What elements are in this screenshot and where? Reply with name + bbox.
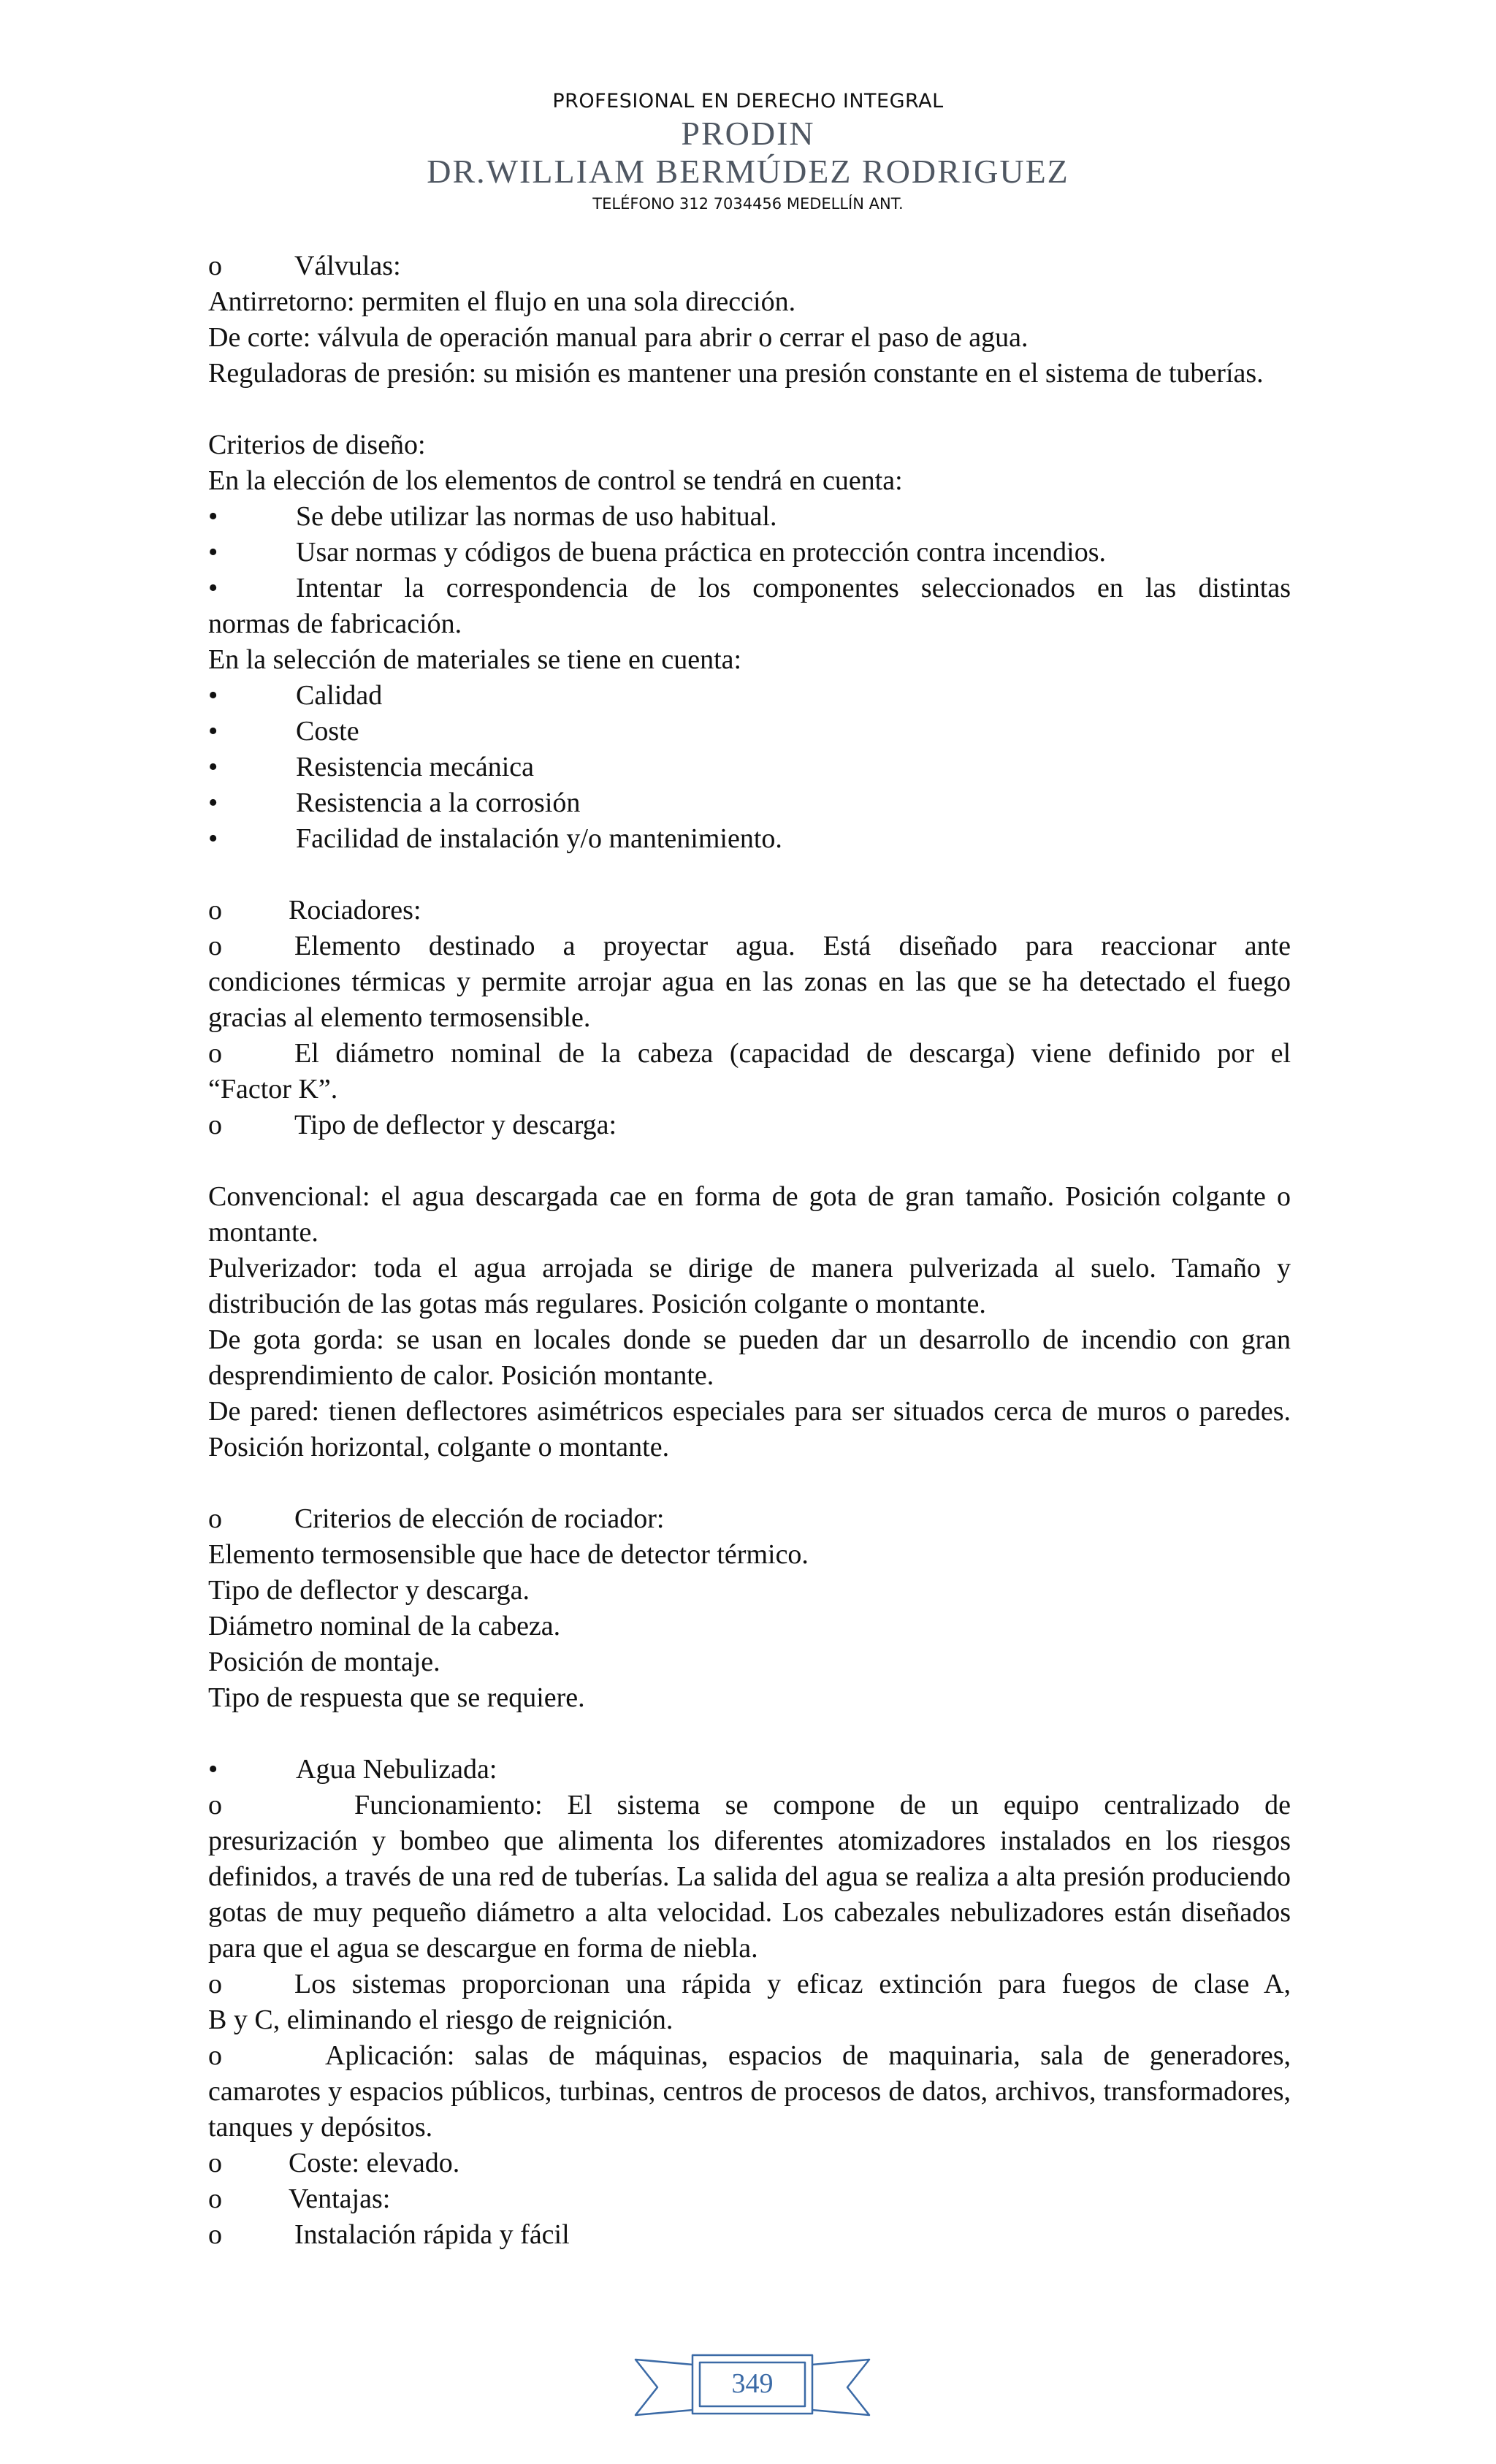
bullet-o: o — [208, 2040, 222, 2071]
bullet-o: o — [208, 2219, 222, 2250]
header-brand: PRODIN — [681, 115, 815, 152]
list-item: o El diámetro nominal de la cabeza (capacidad de descarga) viene definido por el — [208, 1036, 1291, 1072]
header-phone: TELÉFONO 312 7034456 MEDELLÍN ANT. — [592, 195, 904, 213]
bullet-dot: • — [208, 752, 218, 782]
list-item: o Coste: elevado. — [208, 2145, 1291, 2181]
paragraph: “Factor K”. — [208, 1074, 338, 1105]
bullet-o: o — [208, 251, 222, 281]
page-number-ribbon — [628, 2345, 877, 2425]
paragraph: normas de fabricación. — [208, 609, 462, 639]
header-profession: PROFESIONAL EN DERECHO INTEGRAL — [552, 90, 944, 112]
list-item: o Funcionamiento: El sistema se compone de un equipo centralizado de — [208, 1788, 1291, 1823]
bullet-o: o — [208, 895, 222, 926]
bullet-dot: • — [208, 537, 218, 568]
paragraph: camarotes y espacios públicos, turbinas, centros de procesos de datos, archivos, transformadores, tanques y depósitos. — [208, 2076, 1291, 2143]
bullet-dot: • — [208, 1754, 218, 1785]
section-heading: • Agua Nebulizada: — [208, 1752, 1291, 1788]
bullet-o: o — [208, 931, 222, 961]
paragraph: En la elección de los elementos de control se tendrá en cuenta: — [208, 465, 903, 496]
bullet-dot: • — [208, 716, 218, 747]
list-item: • Facilidad de instalación y/o mantenimiento. — [208, 821, 1291, 857]
paragraph: De gota gorda: se usan en locales donde se pueden dar un desarrollo de incendio con gran desprendimiento de calor. Posición montante. — [208, 1324, 1291, 1391]
list-item: • Usar normas y códigos de buena práctica en protección contra incendios. — [208, 535, 1291, 571]
bullet-dot: • — [208, 501, 218, 532]
bullet-o: o — [208, 1790, 222, 1820]
list-item: • Resistencia a la corrosión — [208, 785, 1291, 821]
bullet-o: o — [208, 2183, 222, 2214]
paragraph: En la selección de materiales se tiene en cuenta: — [208, 644, 742, 675]
paragraph: condiciones térmicas y permite arrojar agua en las zonas en las que se ha detectado el fuego gracias al elemento termosensible. — [208, 966, 1291, 1033]
list-item: o Elemento destinado a proyectar agua. Está diseñado para reaccionar ante — [208, 928, 1291, 964]
bullet-o: o — [208, 1110, 222, 1140]
paragraph: De pared: tienen deflectores asimétricos especiales para ser situados cerca de muros o paredes. Posición horizontal, colgante o montante. — [208, 1396, 1291, 1462]
paragraph: Convencional: el agua descargada cae en forma de gota de gran tamaño. Posición colgante o montante. — [208, 1181, 1291, 1248]
paragraph: Antirretorno: permiten el flujo en una sola dirección. — [208, 286, 796, 317]
list-item: o Aplicación: salas de máquinas, espacios de maquinaria, sala de generadores, — [208, 2038, 1291, 2074]
paragraph: Posición de montaje. — [208, 1647, 440, 1677]
bullet-dot: • — [208, 573, 218, 603]
section-heading: o Criterios de elección de rociador: — [208, 1501, 1291, 1537]
header-author: DR.WILLIAM BERMÚDEZ RODRIGUEZ — [427, 153, 1069, 190]
list-item: • Se debe utilizar las normas de uso habitual. — [208, 499, 1291, 535]
paragraph: Tipo de respuesta que se requiere. — [208, 1682, 585, 1713]
bullet-dot: • — [208, 680, 218, 711]
bullet-o: o — [208, 1503, 222, 1534]
list-item: o Los sistemas proporcionan una rápida y eficaz extinción para fuegos de clase A, — [208, 1967, 1291, 2002]
paragraph: Reguladoras de presión: su misión es mantener una presión constante en el sistema de tuberías. — [208, 358, 1264, 389]
bullet-dot: • — [208, 787, 218, 818]
page-number: 349 — [731, 2368, 774, 2399]
paragraph: Diámetro nominal de la cabeza. — [208, 1611, 561, 1641]
bullet-o: o — [208, 1038, 222, 1069]
list-item: • Coste — [208, 714, 1291, 750]
paragraph: Tipo de deflector y descarga. — [208, 1575, 530, 1606]
bullet-o: o — [208, 1969, 222, 1999]
bullet-dot: • — [208, 823, 218, 854]
paragraph: Elemento termosensible que hace de detector térmico. — [208, 1539, 809, 1570]
page-header — [0, 88, 1496, 216]
list-item: o Tipo de deflector y descarga: — [208, 1107, 1291, 1143]
list-item: • Calidad — [208, 678, 1291, 714]
bullet-o: o — [208, 2148, 222, 2178]
list-item: o Ventajas: — [208, 2181, 1291, 2217]
paragraph: Pulverizador: toda el agua arrojada se dirige de manera pulverizada al suelo. Tamaño y distribución de las gotas más regulares. Posición colgante o montante. — [208, 1253, 1291, 1319]
list-item: o Instalación rápida y fácil — [208, 2217, 1291, 2253]
paragraph: o Válvulas: — [208, 248, 1291, 284]
section-heading: Criterios de diseño: — [208, 430, 426, 460]
section-heading: o Rociadores: — [208, 893, 1291, 928]
document-body — [208, 248, 1291, 2253]
list-item: • Intentar la correspondencia de los componentes seleccionados en las distintas — [208, 571, 1291, 606]
list-item: • Resistencia mecánica — [208, 750, 1291, 785]
paragraph: presurización y bombeo que alimenta los diferentes atomizadores instalados en los riesgos definidos, a través de una red de tuberías. La salida del agua se realiza a alta presión produciendo gotas de muy pequeño diámetro a alta velocidad. Los cabezales nebulizadores están diseñados para que el agua se descargue en forma de niebla. — [208, 1826, 1291, 1964]
paragraph: B y C, eliminando el riesgo de reignición. — [208, 2005, 673, 2035]
paragraph: De corte: válvula de operación manual para abrir o cerrar el paso de agua. — [208, 322, 1028, 353]
